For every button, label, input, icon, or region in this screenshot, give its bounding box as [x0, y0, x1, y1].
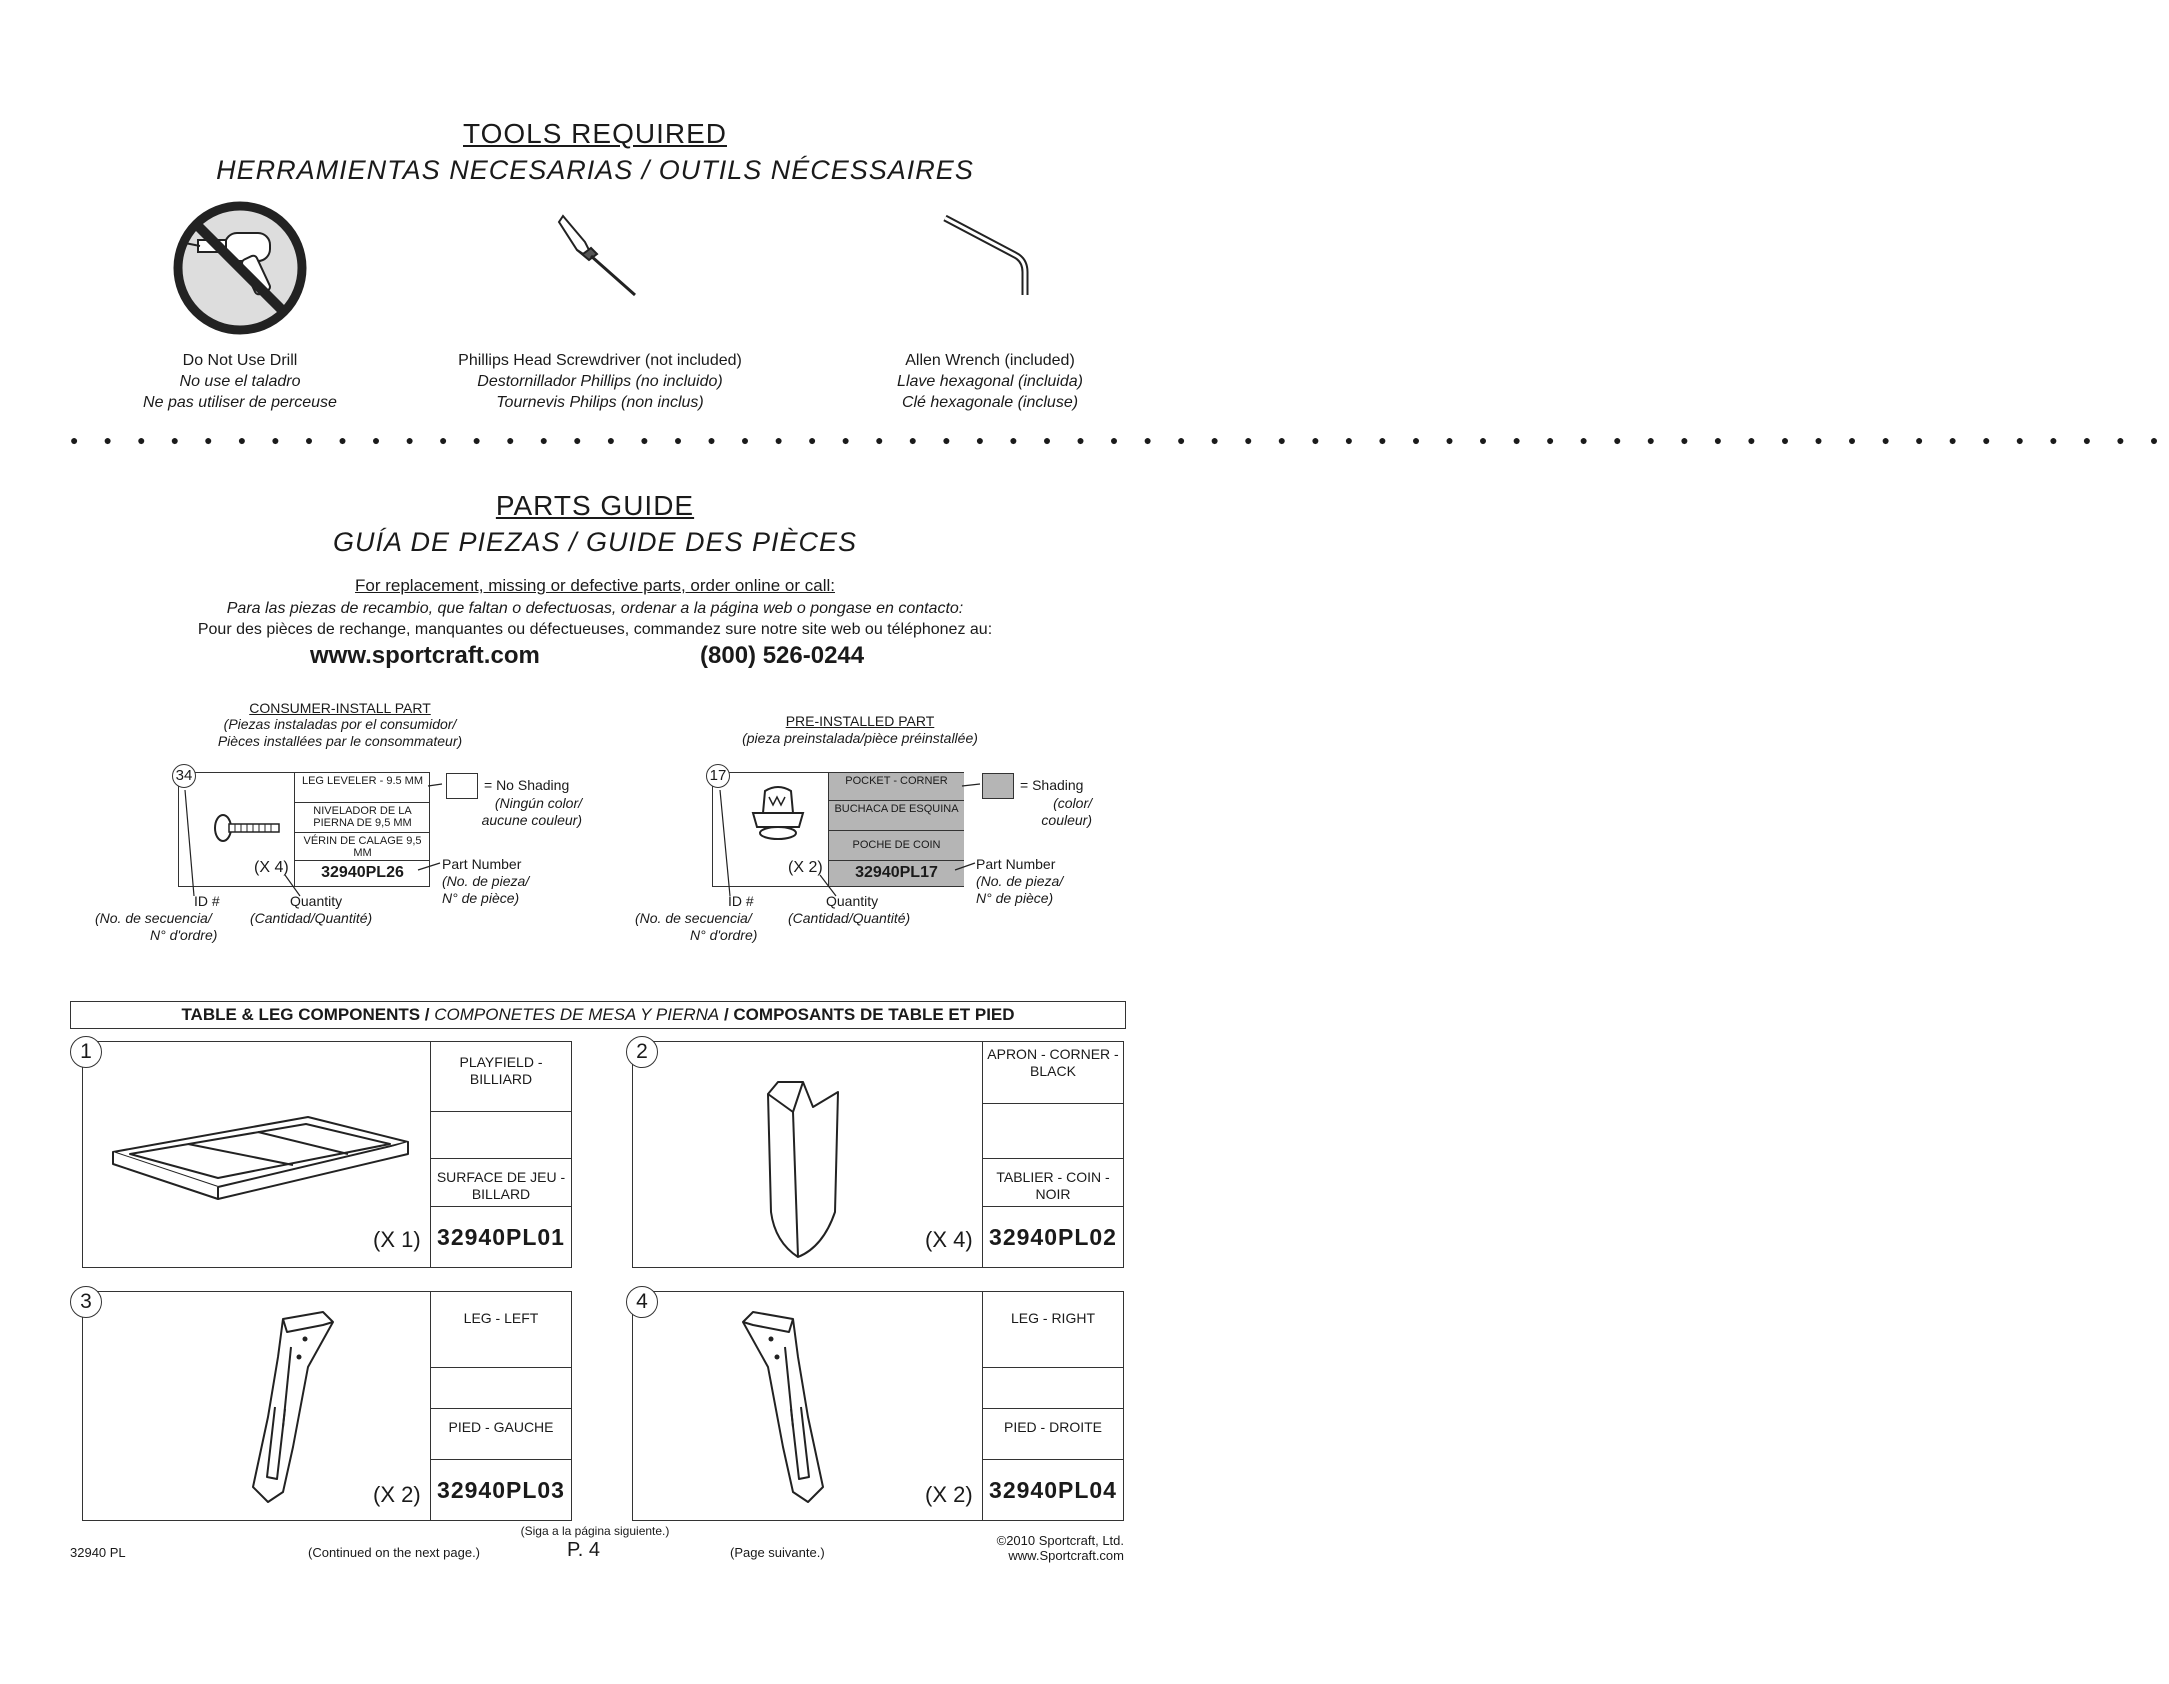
- part-4-qty: (X 2): [925, 1482, 973, 1507]
- consumer-qty: (X 4): [254, 859, 289, 876]
- dotted-separator: ● ● ● ● ● ● ● ● ● ● ● ● ● ● ● ● ● ● ● ● ● ● ● ● ● ● ● ● ● ● ● ● ● ● ● ● ● ● ● ● ● ● ● ● ● ● ● ● ● ● ● ● ● ● ● ● ● ● ● ● ● ● ●: [70, 432, 2169, 448]
- consumer-name-es: NIVELADOR DE LA PIERNA DE 9,5 MM: [295, 803, 430, 833]
- phone-number: (800) 526-0244: [700, 642, 865, 669]
- leg-left-icon: [223, 1307, 343, 1507]
- preinstalled-id-circle: 17: [706, 764, 730, 788]
- consumer-install-sub1: (Piezas instaladas por el consumidor/: [223, 716, 457, 732]
- part-card-2: [632, 1041, 1124, 1268]
- no-shading-fr: aucune couleur): [481, 812, 582, 828]
- preinstalled-quantity-es: (Cantidad/Quantité): [788, 910, 911, 926]
- no-shading-es: (Ningún color/: [494, 795, 582, 811]
- part-4-name-en: LEG - RIGHT: [983, 1292, 1123, 1368]
- part-2-id-circle: 2: [626, 1036, 658, 1068]
- page-number: P. 4: [567, 1539, 600, 1561]
- consumer-id-label: ID #: [194, 893, 220, 909]
- footer-suivante: (Page suivante.): [730, 1545, 825, 1560]
- footer-siga: (Siga a la página siguiente.): [520, 1524, 670, 1538]
- part-2-name-en: APRON - CORNER - BLACK: [983, 1042, 1123, 1104]
- part-1-number: 32940PL01: [431, 1206, 571, 1267]
- preinstalled-part-number-label: Part Number: [976, 856, 1056, 872]
- part-card-4: [632, 1291, 1124, 1521]
- preinstalled-part-number-fr: N° de pièce): [976, 890, 1054, 906]
- consumer-id-fr: N° d'ordre): [150, 927, 218, 943]
- part-3-name-fr: PIED - GAUCHE: [448, 1419, 554, 1435]
- no-shading-label: = No Shading: [484, 777, 570, 793]
- part-4-id-circle: 4: [626, 1286, 658, 1318]
- tools-title: TOOLS REQUIRED: [463, 118, 727, 149]
- preinstalled-part-number-es: (No. de pieza/: [976, 873, 1064, 889]
- preinstalled-part-number: 32940PL17: [855, 864, 938, 881]
- part-3-qty: (X 2): [373, 1482, 421, 1507]
- parts-guide-subtitle: GUÍA DE PIEZAS / GUIDE DES PIÈCES: [332, 527, 858, 557]
- shading-es: (color/: [1053, 795, 1092, 811]
- consumer-name-en: LEG LEVELER - 9.5 MM: [295, 773, 430, 803]
- part-3-id-circle: 3: [70, 1286, 102, 1318]
- consumer-name-fr: VÉRIN DE CALAGE 9,5 MM: [295, 833, 430, 861]
- part-1-id-circle: 1: [70, 1036, 102, 1068]
- tool-caption-allen-wrench: Allen Wrench (included) Llave hexagonal (incluida) Clé hexagonale (incluse): [897, 352, 1083, 411]
- part-card-1: [82, 1041, 572, 1268]
- preinstalled-id-es: (No. de secuencia/: [635, 910, 752, 926]
- part-3-number: 32940PL03: [431, 1459, 571, 1520]
- preinstalled-quantity-label: Quantity: [826, 893, 879, 909]
- consumer-id-circle: 34: [172, 764, 196, 788]
- allen-wrench-icon: [940, 210, 1040, 300]
- consumer-part-number: 32940PL26: [321, 864, 404, 881]
- footer-copyright: ©2010 Sportcraft, Ltd.: [996, 1533, 1124, 1548]
- shading-label: = Shading: [1020, 777, 1084, 793]
- part-4-info: [982, 1292, 1123, 1520]
- screwdriver-icon: [555, 210, 645, 300]
- part-1-name-en: PLAYFIELD - BILLIARD: [431, 1042, 571, 1112]
- part-1-info: [430, 1042, 571, 1267]
- consumer-quantity-es: (Cantidad/Quantité): [250, 910, 373, 926]
- order-line-fr: Pour des pièces de rechange, manquantes ou défectueuses, commandez sure notre site web ou téléphonez au:: [197, 621, 993, 638]
- legend-leader-lines: [0, 760, 1190, 910]
- preinstalled-id-label: ID #: [728, 893, 754, 909]
- parts-guide-title: PARTS GUIDE: [495, 490, 695, 521]
- tool-caption-screwdriver: Phillips Head Screwdriver (not included) Destornillador Phillips (no incluido) Tournevis Philips (non inclus): [458, 352, 742, 411]
- part-2-info: [982, 1042, 1123, 1267]
- website-link[interactable]: www.sportcraft.com: [310, 642, 540, 669]
- consumer-part-number-label: Part Number: [442, 856, 522, 872]
- part-2-qty: (X 4): [925, 1227, 973, 1252]
- preinstalled-id-fr: N° d'ordre): [690, 927, 758, 943]
- part-4-name-fr: PIED - DROITE: [1003, 1419, 1102, 1435]
- consumer-quantity-label: Quantity: [290, 893, 343, 909]
- pre-installed-sub1: (pieza preinstalada/pièce préinstallée): [742, 730, 978, 746]
- tool-caption-drill: Do Not Use Drill No use el taladro Ne pas utiliser de perceuse: [143, 352, 337, 411]
- part-1-name-fr: SURFACE DE JEU - BILLARD: [436, 1169, 566, 1202]
- pre-installed-title: PRE-INSTALLED PART: [785, 713, 935, 729]
- apron-corner-icon: [763, 1072, 843, 1262]
- order-line-es: Para las piezas de recambio, que faltan o defectuosas, ordenar a la página web o pongase en contacto:: [226, 600, 964, 617]
- leg-right-icon: [733, 1307, 853, 1507]
- consumer-install-title: CONSUMER-INSTALL PART: [249, 700, 431, 716]
- part-4-number: 32940PL04: [983, 1459, 1123, 1520]
- consumer-part-number-fr: N° de pièce): [442, 890, 520, 906]
- preinstalled-name-fr: POCHE DE COIN: [829, 831, 964, 861]
- footer-website[interactable]: www.Sportcraft.com: [1008, 1548, 1124, 1563]
- consumer-part-number-es: (No. de pieza/: [442, 873, 530, 889]
- footer-continued: (Continued on the next page.): [308, 1545, 481, 1560]
- part-3-name-en: LEG - LEFT: [431, 1292, 571, 1368]
- part-1-qty: (X 1): [373, 1227, 421, 1252]
- part-card-3: [82, 1291, 572, 1521]
- preinstalled-qty: (X 2): [788, 859, 823, 876]
- preinstalled-name-es: BUCHACA DE ESQUINA: [829, 801, 964, 831]
- preinstalled-name-en: POCKET - CORNER: [829, 773, 964, 801]
- consumer-install-sub2: Pièces installées par le consommateur): [217, 733, 463, 749]
- no-drill-icon: [170, 198, 310, 338]
- part-2-name-fr: TABLIER - COIN - NOIR: [996, 1169, 1110, 1202]
- components-header: TABLE & LEG COMPONENTS / COMPONETES DE MESA Y PIERNA / COMPOSANTS DE TABLE ET PIED: [70, 1001, 1126, 1029]
- part-2-number: 32940PL02: [983, 1206, 1123, 1267]
- part-3-info: [430, 1292, 571, 1520]
- footer-model: 32940 PL: [70, 1545, 126, 1560]
- order-line: For replacement, missing or defective parts, order online or call:: [355, 576, 835, 595]
- tools-subtitle: HERRAMIENTAS NECESARIAS / OUTILS NÉCESSAIRES: [216, 155, 974, 185]
- consumer-id-es: (No. de secuencia/: [95, 910, 212, 926]
- shading-fr: couleur): [1041, 812, 1092, 828]
